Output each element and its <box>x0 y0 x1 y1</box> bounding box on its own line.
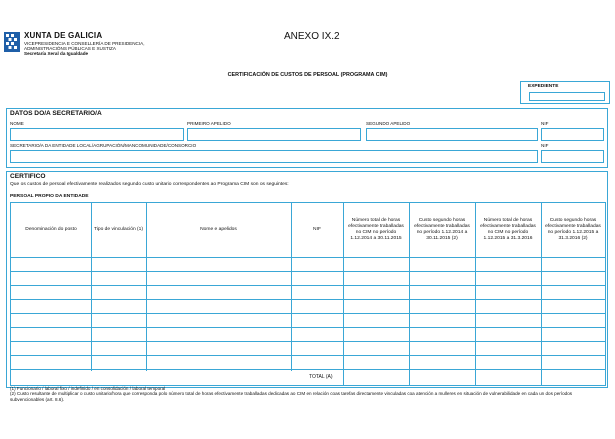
table-row <box>11 369 605 370</box>
certifico-text: Que os custos de persoal efectivamente realizados segundo custo unitario correspondentes ao Programa CIM son os seguintes: <box>10 182 289 187</box>
col-divider <box>475 203 476 385</box>
col-header: Tipo de vinculación (1) <box>93 227 144 232</box>
col-divider <box>146 203 147 371</box>
footnote: (1) Funcionario / laboral fixo / indefinido / en consolidación / laboral temporal <box>10 386 166 391</box>
org-name: XUNTA DE GALICIA <box>24 31 103 40</box>
col-divider <box>291 203 292 371</box>
secretario-entidade-field[interactable] <box>10 150 538 163</box>
col-header: Custo segundo horas efectivamente traballadas no período 1.12.2014 a 30.11.2015 (2) <box>414 218 470 241</box>
col-header: NIF <box>313 227 321 232</box>
table-row <box>11 299 605 300</box>
org-line: ADMINISTRACIÓNS PÚBLICAS E XUSTIZA <box>24 46 116 52</box>
section-title: DATOS DO/A SECRETARIO/A <box>10 110 102 117</box>
table-row <box>11 257 605 258</box>
total-label: TOTAL (A) <box>309 374 333 380</box>
xunta-logo-icon <box>4 32 20 52</box>
primeiro-apelido-label: PRIMEIRO APELIDO <box>187 121 231 126</box>
nif-label: NIF <box>541 121 549 126</box>
certifico-subtitle: PERSOAL PROPIO DA ENTIDADE <box>10 194 89 199</box>
table-row <box>11 285 605 286</box>
col-divider <box>91 203 92 371</box>
nome-label: NOME <box>10 121 24 126</box>
org-department <box>24 41 164 57</box>
org-line: VICEPRESIDENCIA E CONSELLERÍA DE PRESIDENCIA, <box>24 41 145 46</box>
expediente-input[interactable] <box>529 92 605 101</box>
col-header: Número total de horas efectivamente traballadas no CIM no período 1.12.2015 a 31.3.2016 <box>480 218 536 241</box>
col-divider <box>409 203 410 385</box>
page-title: CERTIFICACIÓN DE CUSTOS DE PERSOAL (PROGRAMA CIM) <box>227 72 388 78</box>
section-title: CERTIFICO <box>10 173 46 180</box>
col-header: Custo segundo horas efectivamente traballadas no período 1.12.2015 a 31.3.2016 (2) <box>545 218 601 241</box>
annex-title: ANEXO IX.2 <box>284 31 340 42</box>
table-row <box>11 313 605 314</box>
segundo-apelido-label: SEGUNDO APELIDO <box>366 121 411 126</box>
costs-table <box>10 202 606 386</box>
table-row <box>11 355 605 356</box>
nif2-label: NIF <box>541 143 549 148</box>
secretario-section <box>6 108 608 168</box>
col-header: Denominación do posto <box>25 227 77 232</box>
expediente-label: EXPEDIENTE <box>528 84 559 89</box>
secretario-entidade-label: SECRETARIO/A DA ENTIDADE LOCAL/AGRUPACIÓN/MANCOMUNIDADE/CONSORCIO <box>10 143 197 148</box>
col-header: Número total de horas efectivamente traballadas no CIM no período 1.12.2014 a 30.11.2015 <box>348 218 404 241</box>
primeiro-apelido-field[interactable] <box>187 128 361 141</box>
nif-field[interactable] <box>541 128 604 141</box>
nif2-field[interactable] <box>541 150 604 163</box>
col-header: Nome e apelidos <box>200 227 237 232</box>
footnotes <box>10 386 605 402</box>
col-divider <box>541 203 542 385</box>
nome-field[interactable] <box>10 128 184 141</box>
segundo-apelido-field[interactable] <box>366 128 538 141</box>
table-row <box>11 341 605 342</box>
table-row <box>11 327 605 328</box>
org-line: Secretaría Xeral da Igualdade <box>24 51 89 57</box>
col-divider <box>343 203 344 385</box>
footnote: (2) Custo resultante de multiplicar o custo unitario/hora que corresponda polo número total de horas efectivamente traballadas dedicadas ao CIM en relación coas tarefas directamente vinculadas coa atención a mulleres en situación de vulnerabilidade en cada un dos períodos subvencionables (art. 8.6). <box>10 391 573 402</box>
table-row <box>11 271 605 272</box>
